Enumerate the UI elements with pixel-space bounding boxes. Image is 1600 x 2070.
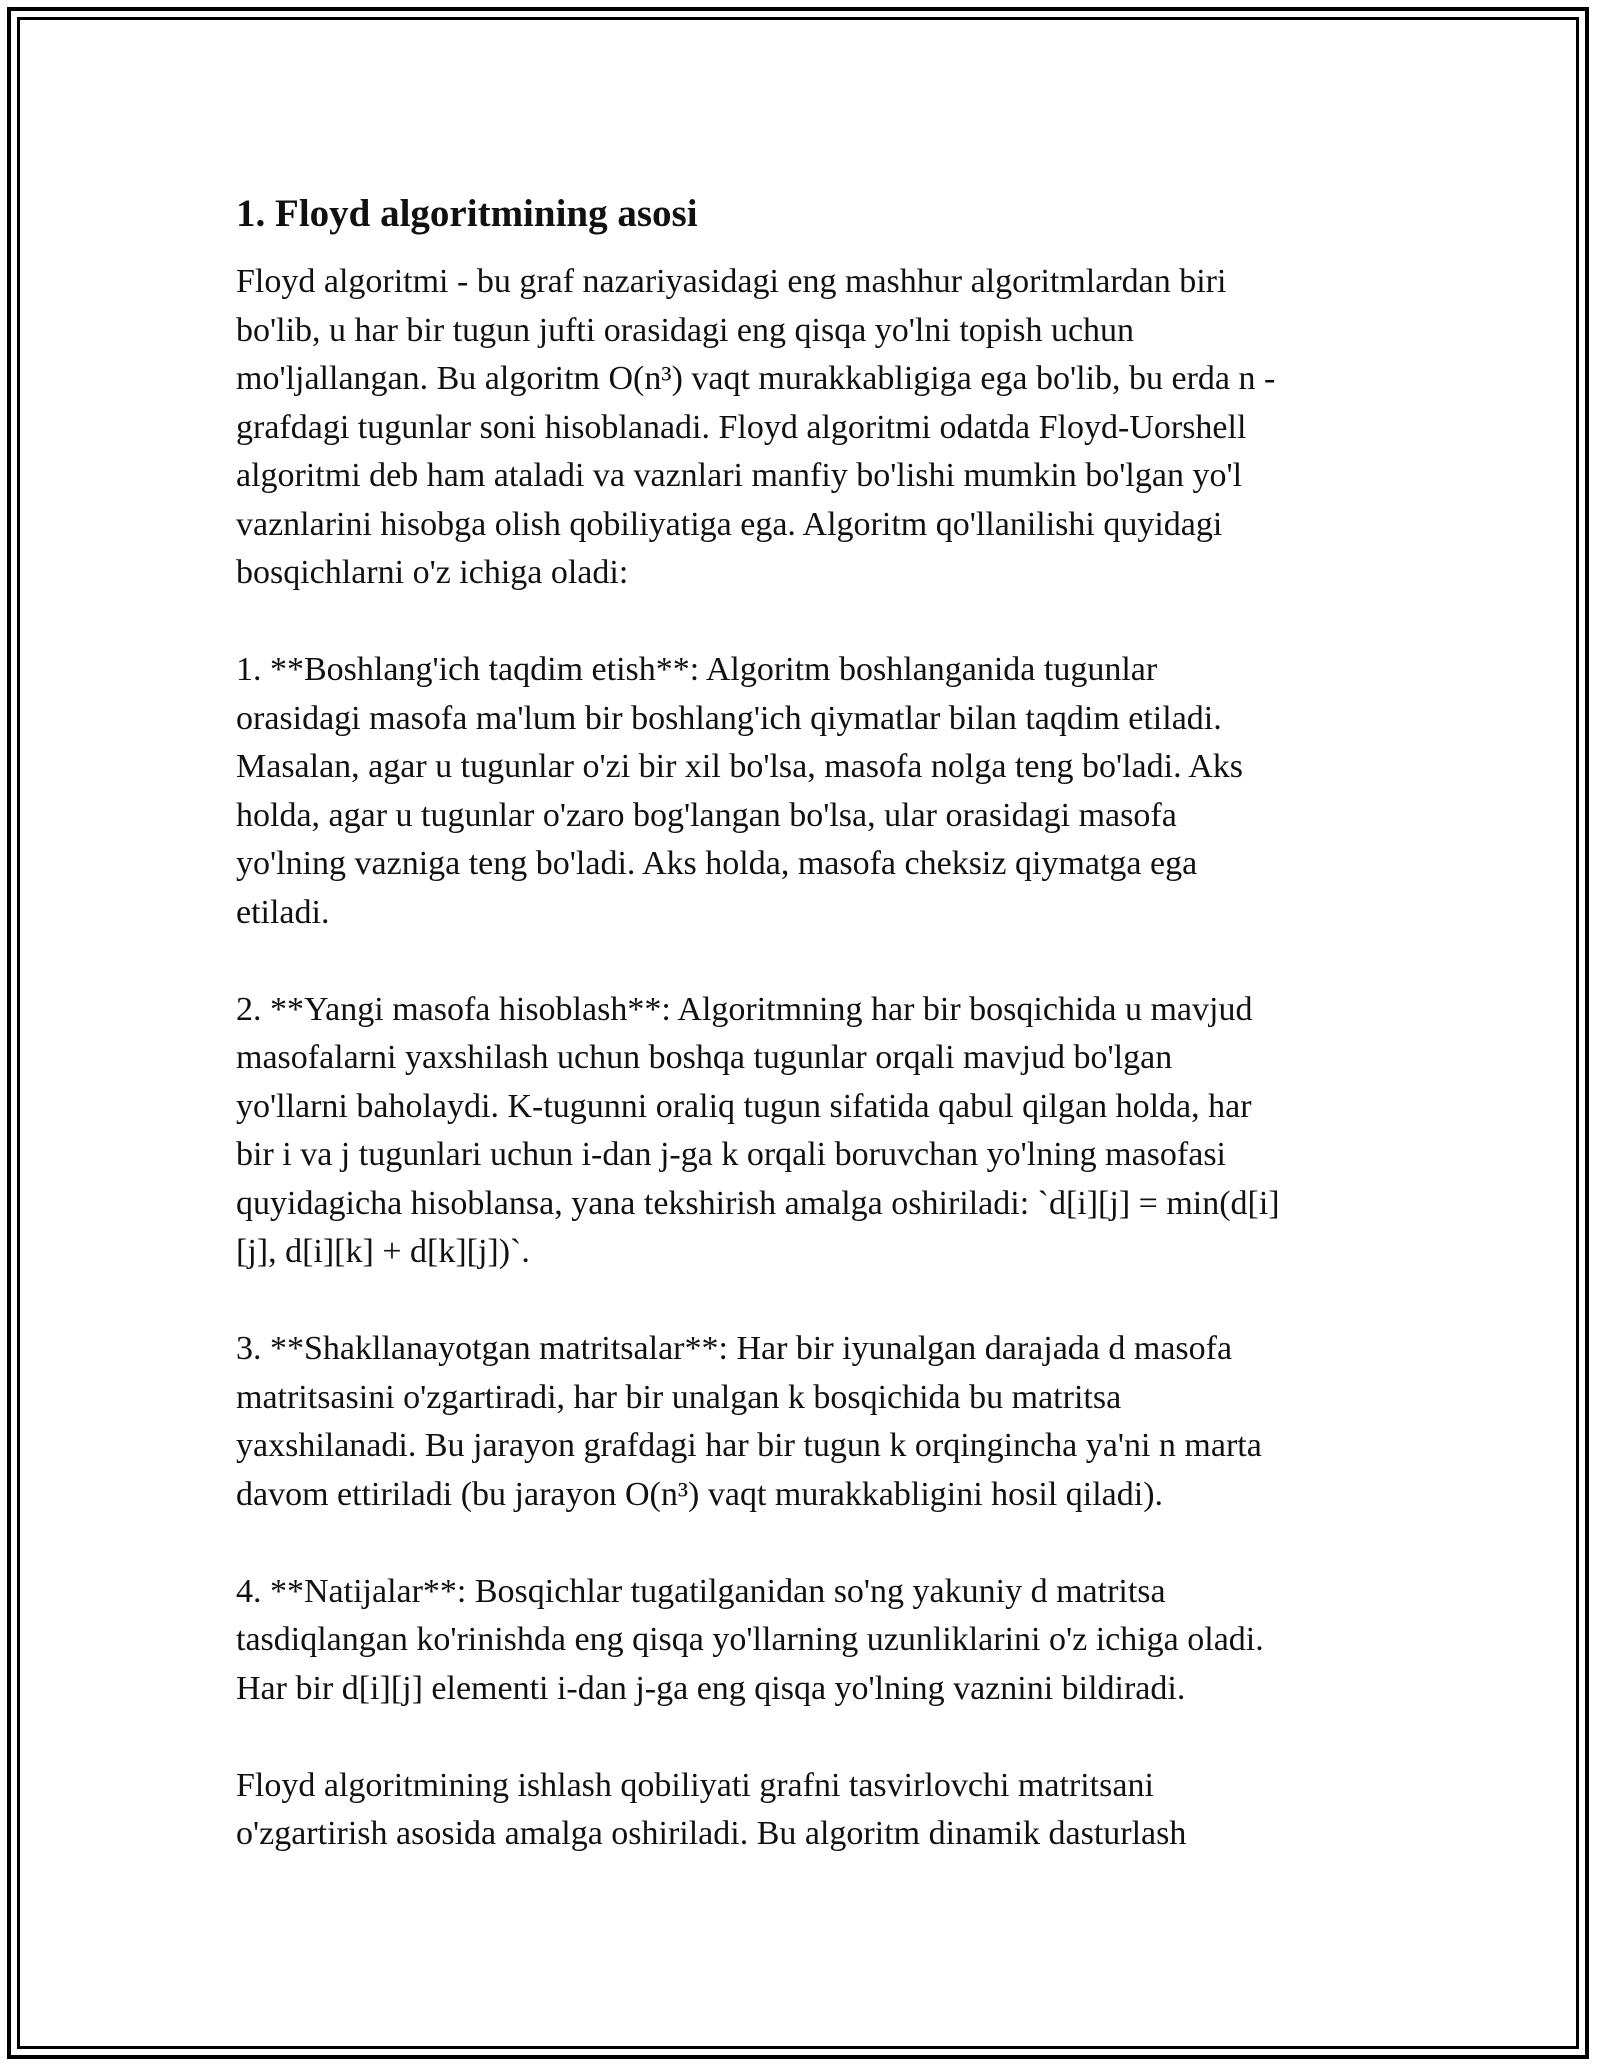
text-line: mo'ljallangan. Bu algoritm O(n³) vaqt murakkabligiga ega bo'lib, bu erda n - <box>236 360 1276 397</box>
text-line: Floyd algoritmi - bu graf nazariyasidagi eng mashhur algoritmlardan biri <box>236 263 1227 300</box>
text-line: Floyd algoritmining ishlash qobiliyati grafni tasvirlovchi matritsani <box>236 1766 1154 1804</box>
text-line: etiladi. <box>236 893 330 931</box>
paragraph-gap <box>236 937 1366 986</box>
text-line: vaznlarini hisobga olish qobiliyatiga ega. Algoritm qo'llanilishi quyidagi <box>236 505 1223 543</box>
text-line: grafdagi tugunlar soni hisoblanadi. Floyd algoritmi odatda Floyd-Uorshell <box>236 408 1247 446</box>
text-line: Masalan, agar u tugunlar o'zi bir xil bo'lsa, masofa nolga teng bo'ladi. Aks <box>236 748 1243 785</box>
text-line: holda, agar u tugunlar o'zaro bog'langan bo'lsa, ular orasidagi masofa <box>236 796 1177 834</box>
text-line: tasdiqlangan ko'rinishda eng qisqa yo'llarning uzunliklarini o'z ichiga oladi. <box>236 1621 1264 1658</box>
text-line: davom ettiriladi (bu jarayon O(n³) vaqt murakkabligini hosil qiladi). <box>236 1475 1164 1513</box>
text-line: masofalarni yaxshilash uchun boshqa tugunlar orqali mavjud bo'lgan <box>236 1039 1173 1076</box>
text-line: [j], d[i][k] + d[k][j])`. <box>236 1233 530 1270</box>
text-line: 1. **Boshlang'ich taqdim etish**: Algoritm boshlanganida tugunlar <box>236 651 1158 688</box>
paragraph-gap <box>236 598 1366 647</box>
text-line: o'zgartirish asosida amalga oshiriladi. Bu algoritm dinamik dasturlash <box>236 1815 1187 1852</box>
section-heading: 1. Floyd algoritmining asosi <box>236 192 698 235</box>
text-line: algoritmi deb ham ataladi va vaznlari manfiy bo'lishi mumkin bo'lgan yo'l <box>236 457 1243 494</box>
paragraph-gap <box>236 1519 1366 1568</box>
paragraph-gap <box>236 1713 1366 1762</box>
text-line: yaxshilanadi. Bu jarayon grafdagi har bir tugun k orqingincha ya'ni n marta <box>236 1427 1262 1464</box>
text-line: Har bir d[i][j] elementi i-dan j-ga eng qisqa yo'lning vaznini bildiradi. <box>236 1669 1186 1707</box>
text-line: bosqichlarni o'z ichiga oladi: <box>236 554 629 591</box>
text-line: yo'lning vazniga teng bo'ladi. Aks holda, masofa cheksiz qiymatga ega <box>236 845 1198 882</box>
text-line: bo'lib, u har bir tugun jufti orasidagi eng qisqa yo'lni topish uchun <box>236 311 1135 349</box>
text-line: orasidagi masofa ma'lum bir boshlang'ich qiymatlar bilan taqdim etiladi. <box>236 699 1222 737</box>
text-line: 4. **Natijalar**: Bosqichlar tugatilganidan so'ng yakuniy d matritsa <box>236 1572 1166 1610</box>
body-text <box>236 258 1366 1859</box>
text-line: 3. **Shakllanayotgan matritsalar**: Har bir iyunalgan darajada d masofa <box>236 1330 1233 1367</box>
text-line: quyidagicha hisoblansa, yana tekshirish amalga oshiriladi: `d[i][j] = min(d[i] <box>236 1184 1280 1222</box>
paragraph-gap <box>236 1277 1366 1326</box>
text-line: yo'llarni baholaydi. K-tugunni oraliq tugun sifatida qabul qilgan holda, har <box>236 1087 1252 1125</box>
text-line: 2. **Yangi masofa hisoblash**: Algoritmning har bir bosqichida u mavjud <box>236 990 1253 1028</box>
text-line: bir i va j tugunlari uchun i-dan j-ga k orqali boruvchan yo'lning masofasi <box>236 1136 1227 1173</box>
document-content <box>236 188 1366 1859</box>
text-line: matritsasini o'zgartiradi, har bir unalgan k bosqichida bu matritsa <box>236 1378 1122 1416</box>
